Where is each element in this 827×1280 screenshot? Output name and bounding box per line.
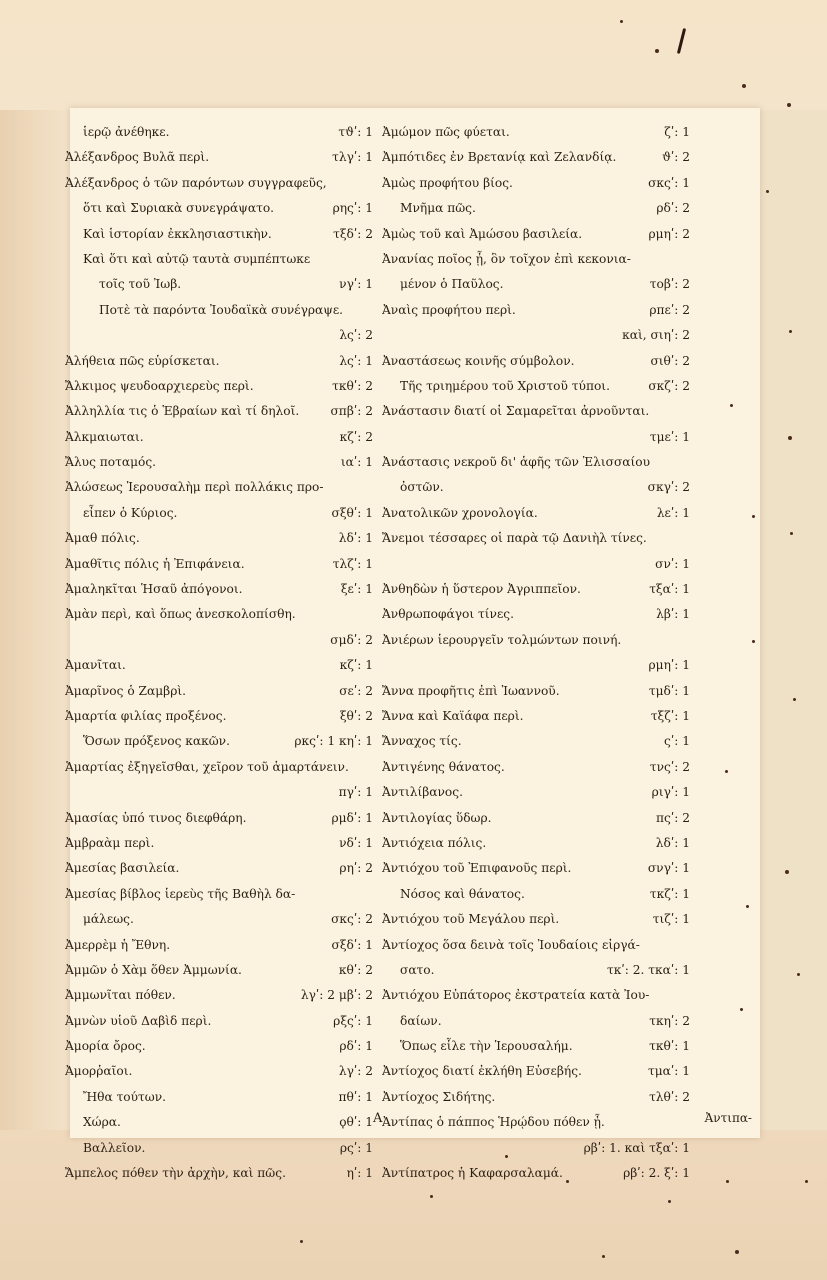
signature-mark: A bbox=[373, 1111, 383, 1126]
index-entry bbox=[65, 374, 373, 399]
entry-text: Ἀντίοχος Σιδήτης. bbox=[382, 1089, 496, 1104]
entry-reference: ρμηʹ: 2 bbox=[648, 226, 690, 241]
entry-reference: τξζʹ: 1 bbox=[650, 708, 690, 723]
index-entry bbox=[65, 323, 373, 348]
entry-reference: ξεʹ: 1 bbox=[340, 582, 373, 597]
entry-reference: λςʹ: 2 bbox=[339, 328, 373, 343]
paper-fleck bbox=[726, 1180, 729, 1183]
index-column-left bbox=[65, 120, 373, 1186]
entry-text: Ἀντιόχου τοῦ Μεγάλου περὶ. bbox=[382, 912, 560, 927]
index-entry bbox=[65, 349, 373, 374]
index-entry bbox=[382, 526, 690, 551]
index-entry bbox=[65, 602, 373, 627]
entry-text: Ἀναὶς προφήτου περὶ. bbox=[382, 302, 516, 317]
index-entry bbox=[382, 1059, 690, 1084]
entry-reference: τμδʹ: 1 bbox=[648, 683, 690, 698]
entry-text: Ἀντίοχος διατί ἐκλήθη Εὐσεβής. bbox=[382, 1064, 582, 1079]
entry-text: Ἀμαθ πόλις. bbox=[65, 531, 140, 546]
entry-text: Ἁμαρτίας ἐξηγεῖσθαι, χεῖρον τοῦ ἁμαρτάνειν. bbox=[65, 759, 349, 774]
entry-reference: ζʹ: 1 bbox=[664, 125, 690, 139]
index-entry bbox=[382, 983, 690, 1008]
entry-text: Ἀνθηδὼν ἡ ὕστερον Ἀγριππεῖον. bbox=[382, 582, 581, 597]
entry-reference: τκθʹ: 2 bbox=[332, 378, 373, 393]
index-entry bbox=[382, 145, 690, 170]
entry-text: Ἀνανίας ποῖος ᾖ, ὃν τοῖχον ἐπὶ κεκονια- bbox=[382, 251, 631, 266]
paper-fleck bbox=[789, 330, 792, 333]
entry-reference: σκγʹ: 2 bbox=[647, 480, 690, 495]
entry-text: Βαλλεῖον. bbox=[83, 1140, 146, 1155]
entry-text: Τῆς τριημέρου τοῦ Χριστοῦ τύποι. bbox=[400, 378, 610, 393]
index-entry bbox=[65, 882, 373, 907]
entry-text: Ἄννα προφῆτις ἐπὶ Ἰωαννοῦ. bbox=[382, 683, 560, 698]
entry-text: μάλεως. bbox=[83, 912, 134, 927]
entry-reference: τλγʹ: 1 bbox=[332, 150, 373, 165]
index-entry bbox=[382, 653, 690, 678]
entry-reference: ρβʹ: 2. ξʹ: 1 bbox=[623, 1166, 690, 1181]
paper-fleck bbox=[602, 1255, 605, 1258]
entry-text: Ἀμεσίας βασιλεία. bbox=[65, 861, 180, 876]
paper-fleck bbox=[805, 1180, 808, 1183]
page-margin-left bbox=[0, 0, 70, 1280]
index-entry bbox=[65, 1136, 373, 1161]
index-entry bbox=[382, 933, 690, 958]
paper-fleck bbox=[730, 404, 733, 407]
entry-reference: λγʹ: 2 bbox=[338, 1064, 373, 1079]
entry-reference: λγʹ: 2 μβʹ: 2 bbox=[300, 988, 373, 1003]
index-entry bbox=[382, 780, 690, 805]
entry-reference: τμαʹ: 1 bbox=[647, 1064, 690, 1079]
entry-text: μένον ὁ Παῦλος. bbox=[400, 277, 504, 292]
index-entry bbox=[65, 856, 373, 881]
index-entry bbox=[65, 171, 373, 196]
index-entry bbox=[65, 755, 373, 780]
index-entry bbox=[65, 1085, 373, 1110]
index-entry bbox=[382, 399, 690, 424]
paper-fleck bbox=[752, 640, 755, 643]
paper-fleck bbox=[742, 84, 746, 88]
index-entry bbox=[65, 679, 373, 704]
entry-reference: ςʹ: 1 bbox=[664, 734, 690, 749]
index-entry bbox=[65, 983, 373, 1008]
index-entry bbox=[382, 1110, 690, 1135]
index-entry bbox=[382, 1085, 690, 1110]
index-entry bbox=[65, 552, 373, 577]
index-entry bbox=[382, 958, 690, 983]
paper-fleck bbox=[655, 49, 659, 53]
entry-reference: ρηʹ: 2 bbox=[339, 861, 373, 876]
entry-reference: τξαʹ: 1 bbox=[649, 582, 690, 597]
entry-reference: ρξςʹ: 1 bbox=[333, 1013, 373, 1028]
index-entry bbox=[382, 704, 690, 729]
entry-text: Ἀμνὼν υἱοῦ Δαβὶδ περὶ. bbox=[65, 1013, 212, 1028]
index-column-right bbox=[382, 120, 690, 1186]
entry-reference: ξθʹ: 2 bbox=[339, 708, 373, 723]
entry-reference: ρπεʹ: 2 bbox=[649, 302, 690, 317]
entry-text: Ἀμανῖται. bbox=[65, 658, 126, 673]
index-entry bbox=[382, 577, 690, 602]
index-entry bbox=[65, 196, 373, 221]
entry-reference: κζʹ: 1 bbox=[339, 658, 373, 673]
entry-reference: λεʹ: 1 bbox=[656, 505, 690, 520]
entry-reference: λβʹ: 1 bbox=[656, 607, 690, 622]
index-entry bbox=[65, 577, 373, 602]
entry-text: Ἀμασίας ὑπό τινος διεφθάρη. bbox=[65, 810, 247, 825]
entry-reference: ιαʹ: 1 bbox=[340, 455, 373, 470]
index-entry bbox=[382, 856, 690, 881]
paper-fleck bbox=[735, 1250, 739, 1254]
entry-reference: τκζʹ: 1 bbox=[649, 886, 690, 901]
entry-text: Νόσος καὶ θάνατος. bbox=[400, 886, 525, 901]
index-entry bbox=[65, 120, 373, 145]
entry-reference: ρηςʹ: 1 bbox=[332, 201, 373, 216]
entry-text: Ἀνιέρων ἱερουργεῖν τολμώντων ποινή. bbox=[382, 632, 622, 647]
index-entry bbox=[382, 272, 690, 297]
index-entry bbox=[382, 501, 690, 526]
entry-text: ὅτι καὶ Συριακὰ συνεγράψατο. bbox=[83, 201, 275, 216]
index-entry bbox=[382, 831, 690, 856]
entry-reference: σκςʹ: 1 bbox=[648, 175, 690, 190]
entry-text: Ἀντιγένης θάνατος. bbox=[382, 759, 505, 774]
index-entry bbox=[382, 349, 690, 374]
entry-text: Ἀμμῶν ὁ Χὰμ ὅθεν Ἀμμωνία. bbox=[65, 962, 242, 977]
entry-text: τοῖς τοῦ Ἰωβ. bbox=[99, 277, 182, 292]
index-entry bbox=[382, 1034, 690, 1059]
entry-text: Ἀμαθῖτις πόλις ἡ Ἐπιφάνεια. bbox=[65, 556, 245, 571]
entry-reference: τνςʹ: 2 bbox=[649, 759, 690, 774]
index-entry bbox=[382, 1009, 690, 1034]
index-entry bbox=[382, 755, 690, 780]
entry-text: Ἁλώσεως Ἱερουσαλὴμ περὶ πολλάκις προ- bbox=[65, 480, 324, 495]
entry-reference: λδʹ: 1 bbox=[338, 531, 373, 546]
printed-page bbox=[65, 108, 760, 1181]
entry-text: Καὶ ἱστορίαν ἐκκλησιαστικὴν. bbox=[83, 226, 272, 241]
catchword: Ἀντιπα- bbox=[704, 1111, 752, 1125]
entry-text: Ἄνεμοι τέσσαρες οἱ παρὰ τῷ Δανιὴλ τίνες. bbox=[382, 531, 647, 546]
entry-reference: ρκςʹ: 1 κηʹ: 1 bbox=[294, 734, 373, 749]
index-entry bbox=[382, 196, 690, 221]
entry-reference: σνʹ: 1 bbox=[655, 556, 690, 571]
entry-text: Ἀντιόχεια πόλις. bbox=[382, 835, 487, 850]
entry-text: Ἀλέξανδρος Βυλᾶ περὶ. bbox=[65, 150, 210, 165]
entry-reference: ριγʹ: 1 bbox=[651, 785, 690, 800]
entry-text: Ἀντιόχου Εὐπάτορος ἐκστρατεία κατὰ Ἰου- bbox=[382, 988, 650, 1003]
index-entry bbox=[65, 780, 373, 805]
index-entry bbox=[382, 425, 690, 450]
entry-reference: ρςʹ: 1 bbox=[339, 1140, 373, 1155]
entry-text: Ἀμερρὲμ ἡ Ἔθνη. bbox=[65, 937, 171, 952]
index-entry bbox=[382, 374, 690, 399]
index-entry bbox=[382, 171, 690, 196]
index-entry bbox=[382, 120, 690, 145]
entry-text: Ἀνάστασις νεκροῦ δι' ἁφῆς τῶν Ἐλισσαίου bbox=[382, 455, 651, 470]
index-entry bbox=[65, 831, 373, 856]
entry-text: Ἀμβραὰμ περὶ. bbox=[65, 835, 155, 850]
paper-fleck bbox=[620, 20, 623, 23]
entry-reference: τλθʹ: 2 bbox=[649, 1089, 690, 1104]
paper-fleck bbox=[788, 436, 792, 440]
index-entry bbox=[65, 298, 373, 323]
entry-reference: σμδʹ: 2 bbox=[330, 632, 373, 647]
entry-reference: πγʹ: 1 bbox=[338, 785, 373, 800]
paper-fleck bbox=[505, 1155, 508, 1158]
entry-reference: τκθʹ: 1 bbox=[649, 1039, 690, 1054]
entry-reference: κθʹ: 2 bbox=[338, 962, 373, 977]
index-entry bbox=[382, 552, 690, 577]
paper-fleck bbox=[725, 770, 728, 773]
index-entry bbox=[382, 1136, 690, 1161]
index-entry bbox=[382, 1161, 690, 1186]
entry-text: Ἤθα τούτων. bbox=[83, 1089, 167, 1104]
entry-text: Ἄμπελος πόθεν τὴν ἀρχὴν, καὶ πῶς. bbox=[65, 1166, 286, 1181]
entry-reference: σεʹ: 2 bbox=[339, 683, 373, 698]
entry-text: Ἀμπότιδες ἐν Βρετανίᾳ καὶ Ζελανδίᾳ. bbox=[382, 150, 617, 165]
paper-fleck bbox=[566, 1180, 569, 1183]
entry-text: Ποτὲ τὰ παρόντα Ἰουδαϊκὰ συνέγραψε. bbox=[99, 302, 344, 317]
entry-text: Ἀμὼς τοῦ καὶ Ἀμώσου βασιλεία. bbox=[382, 226, 583, 241]
entry-reference: τιζʹ: 1 bbox=[652, 912, 690, 927]
index-entry bbox=[65, 526, 373, 551]
index-entry bbox=[65, 628, 373, 653]
index-entry bbox=[65, 501, 373, 526]
page-margin-top bbox=[0, 0, 827, 110]
entry-text: Ἀμὰν περὶ, καὶ ὅπως ἀνεσκολοπίσθη. bbox=[65, 607, 296, 622]
entry-text: Ἀναστάσεως κοινῆς σύμβολον. bbox=[382, 353, 575, 368]
entry-reference: τκʹ: 2. τκαʹ: 1 bbox=[607, 962, 690, 977]
entry-reference: ϙθʹ: 1 bbox=[339, 1115, 373, 1130]
entry-reference: σνγʹ: 1 bbox=[647, 861, 690, 876]
index-entry bbox=[382, 323, 690, 348]
index-entry bbox=[65, 958, 373, 983]
entry-text: Ἀμορῥαῖοι. bbox=[65, 1064, 133, 1079]
index-entry bbox=[65, 907, 373, 932]
entry-text: Ὅπως εἷλε τὴν Ἱερουσαλήμ. bbox=[400, 1039, 573, 1054]
entry-text: Ἀντίπας ὁ πάππος Ἡρῴδου πόθεν ᾖ. bbox=[382, 1115, 605, 1130]
entry-text: Χώρα. bbox=[83, 1115, 121, 1130]
entry-text: Ἄλκιμος ψευδοαρχιερεὺς περὶ. bbox=[65, 378, 254, 393]
entry-reference: ρβʹ: 1. καὶ τξαʹ: 1 bbox=[583, 1140, 690, 1155]
entry-text: Ἀνθρωποφάγοι τίνες. bbox=[382, 607, 514, 622]
entry-reference: κζʹ: 2 bbox=[339, 429, 373, 444]
index-entry bbox=[65, 272, 373, 297]
index-entry bbox=[382, 298, 690, 323]
entry-text: Μνῆμα πῶς. bbox=[400, 201, 476, 216]
entry-text: Ἀντιλογίας ὕδωρ. bbox=[382, 810, 492, 825]
entry-text: Ἀλληλλία τις ὁ Ἑβραίων καὶ τί δηλοῖ. bbox=[65, 404, 300, 419]
index-entry bbox=[382, 806, 690, 831]
index-entry bbox=[382, 628, 690, 653]
index-entry bbox=[382, 247, 690, 272]
entry-text: Καὶ ὅτι καὶ αὐτῷ ταυτὰ συμπέπτωκε bbox=[83, 251, 311, 266]
entry-text: Ἀντίοχος ὅσα δεινὰ τοῖς Ἰουδαίοις εἰργά- bbox=[382, 937, 640, 952]
paper-fleck bbox=[668, 1200, 671, 1203]
index-entry bbox=[65, 933, 373, 958]
index-entry bbox=[382, 907, 690, 932]
paper-fleck bbox=[300, 1240, 303, 1243]
entry-text: Ἀμεσίας βίβλος ἱερεὺς τῆς Βαθὴλ δα- bbox=[65, 886, 296, 901]
index-entry bbox=[382, 475, 690, 500]
paper-fleck bbox=[430, 1195, 433, 1198]
entry-reference: λςʹ: 1 bbox=[339, 353, 373, 368]
entry-text: δαίων. bbox=[400, 1013, 442, 1028]
paper-fleck bbox=[746, 905, 749, 908]
entry-reference: σκςʹ: 2 bbox=[331, 912, 373, 927]
index-entry bbox=[65, 704, 373, 729]
entry-text: Ἀμαληκῖται Ἡσαῦ ἀπόγονοι. bbox=[65, 582, 243, 597]
entry-reference: ρμδʹ: 1 bbox=[331, 810, 373, 825]
index-entry bbox=[65, 1034, 373, 1059]
entry-text: Ἀμμωνῖται πόθεν. bbox=[65, 988, 176, 1003]
entry-text: Ἄλυς ποταμός. bbox=[65, 455, 157, 470]
entry-text: Ἀνατολικῶν χρονολογία. bbox=[382, 505, 538, 520]
index-entry bbox=[65, 222, 373, 247]
paper-fleck bbox=[790, 532, 793, 535]
entry-reference: καὶ, σιηʹ: 2 bbox=[622, 328, 690, 343]
paper-fleck bbox=[766, 190, 769, 193]
index-entry bbox=[65, 1059, 373, 1084]
entry-reference: τϑʹ: 1 bbox=[338, 125, 373, 139]
index-entry bbox=[65, 475, 373, 500]
entry-reference: πςʹ: 2 bbox=[656, 810, 690, 825]
entry-reference: ϑʹ: 2 bbox=[662, 150, 690, 165]
index-entry bbox=[65, 247, 373, 272]
index-entry bbox=[65, 729, 373, 754]
entry-reference: λδʹ: 1 bbox=[655, 835, 690, 850]
entry-text: Ἀλέξανδρος ὁ τῶν παρόντων συγγραφεῦς, bbox=[65, 175, 327, 190]
entry-text: Ἄνναχος τίς. bbox=[382, 734, 462, 749]
entry-reference: σξθʹ: 1 bbox=[331, 505, 373, 520]
index-entry bbox=[65, 425, 373, 450]
entry-reference: ρμηʹ: 1 bbox=[648, 658, 690, 673]
index-entry bbox=[382, 882, 690, 907]
entry-reference: τλζʹ: 1 bbox=[332, 556, 373, 571]
entry-reference: τοβʹ: 2 bbox=[649, 277, 690, 292]
index-entry bbox=[65, 653, 373, 678]
paper-fleck bbox=[787, 103, 791, 107]
entry-text: Ἀνάστασιν διατί οἱ Σαμαρεῖται ἀρνοῦνται. bbox=[382, 404, 650, 419]
index-entry bbox=[65, 806, 373, 831]
index-entry bbox=[382, 602, 690, 627]
entry-reference: ηʹ: 1 bbox=[346, 1166, 373, 1181]
paper-fleck bbox=[752, 515, 755, 518]
paper-fleck bbox=[740, 1008, 743, 1011]
entry-reference: ρδʹ: 1 bbox=[339, 1039, 373, 1054]
entry-text: Ἀντίπατρος ἡ Καφαρσαλαμά. bbox=[382, 1166, 563, 1181]
entry-text: Ἀλκμαιωται. bbox=[65, 429, 144, 444]
index-entry bbox=[382, 222, 690, 247]
entry-reference: τξδʹ: 2 bbox=[333, 226, 373, 241]
entry-reference: τκηʹ: 2 bbox=[649, 1013, 690, 1028]
entry-reference: πθʹ: 1 bbox=[338, 1089, 373, 1104]
index-entry bbox=[65, 399, 373, 424]
index-entry bbox=[65, 1110, 373, 1135]
index-entry bbox=[65, 450, 373, 475]
entry-text: εἶπεν ὁ Κύριος. bbox=[83, 505, 178, 520]
paper-fleck bbox=[797, 973, 800, 976]
entry-reference: ρδʹ: 2 bbox=[656, 201, 690, 216]
entry-text: ἱερῷ ἀνέθηκε. bbox=[83, 125, 170, 139]
entry-text: σατο. bbox=[400, 962, 435, 977]
entry-reference: σξδʹ: 1 bbox=[331, 937, 373, 952]
index-entry bbox=[382, 679, 690, 704]
entry-text: ὀστῶν. bbox=[400, 480, 444, 495]
entry-text: Ἀμὼς προφήτου βίος. bbox=[382, 175, 513, 190]
index-entry bbox=[65, 145, 373, 170]
paper-fleck bbox=[785, 870, 789, 874]
entry-reference: σπβʹ: 2 bbox=[330, 404, 373, 419]
index-entry bbox=[65, 1009, 373, 1034]
entry-reference: νγʹ: 1 bbox=[339, 277, 373, 292]
entry-text: Ἁμαρτία φιλίας προξένος. bbox=[65, 708, 227, 723]
entry-text: Ἀντιλίβανος. bbox=[382, 785, 463, 800]
entry-reference: νδʹ: 1 bbox=[339, 835, 373, 850]
entry-text: Ἀμαρῖνος ὁ Ζαμβρὶ. bbox=[65, 683, 187, 698]
entry-reference: σιθʹ: 2 bbox=[650, 353, 690, 368]
entry-reference: σκζʹ: 2 bbox=[648, 378, 690, 393]
entry-text: Ἀντιόχου τοῦ Ἐπιφανοῦς περὶ. bbox=[382, 861, 572, 876]
entry-text: Ἀλήθεια πῶς εὑρίσκεται. bbox=[65, 353, 220, 368]
index-entry bbox=[382, 450, 690, 475]
entry-text: Ὅσων πρόξενος κακῶν. bbox=[83, 734, 230, 749]
paper-fleck bbox=[793, 698, 796, 701]
index-entry bbox=[382, 729, 690, 754]
index-entry bbox=[65, 1161, 373, 1186]
entry-text: Ἀμώμον πῶς φύεται. bbox=[382, 125, 510, 139]
entry-text: Ἀμορία ὄρος. bbox=[65, 1039, 146, 1054]
entry-reference: τμεʹ: 1 bbox=[649, 429, 690, 444]
entry-text: Ἄννα καὶ Καϊάφα περὶ. bbox=[382, 708, 524, 723]
